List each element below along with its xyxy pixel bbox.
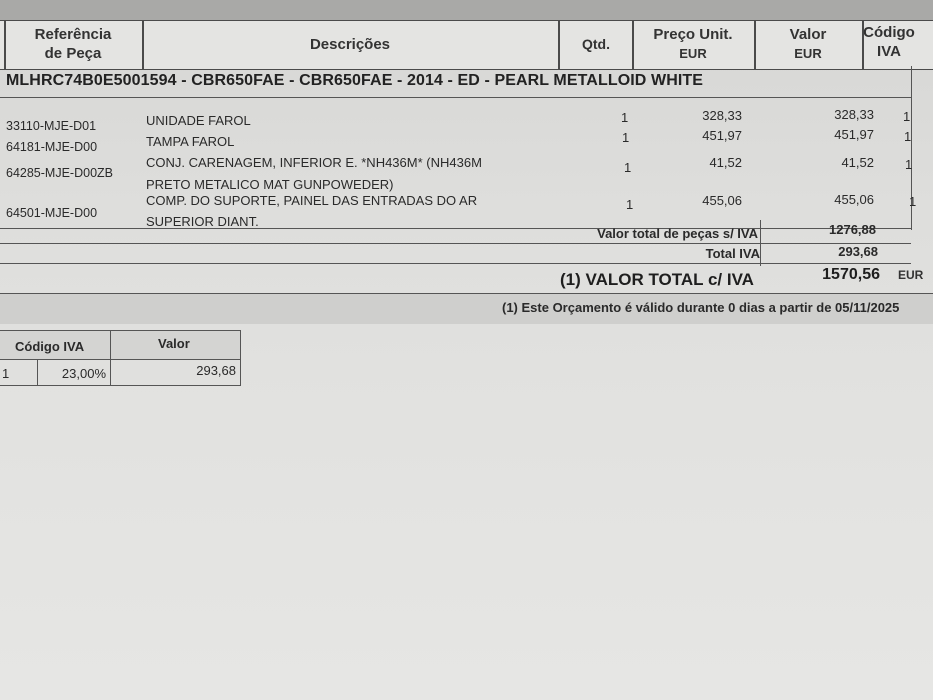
top-band	[0, 0, 933, 20]
grand-total-value: 1570,56	[822, 266, 880, 283]
item-qty: 1	[622, 130, 630, 145]
item-qty: 1	[624, 160, 632, 175]
totals-top-line	[0, 228, 911, 229]
tax-header-value: Valor	[158, 336, 190, 351]
header-vat-code-line1: Código	[863, 24, 915, 41]
tax-header-code: Código IVA	[15, 339, 85, 354]
item-description: TAMPA FAROL	[146, 134, 235, 149]
divider	[37, 359, 38, 385]
item-value: 451,97	[834, 127, 874, 142]
tax-row-code: 1	[2, 366, 10, 381]
item-description-line2: PRETO METALICO MAT GUNPOWEDER)	[146, 177, 394, 192]
header-unit-price-currency: EUR	[679, 46, 707, 61]
item-unit-price: 41,52	[709, 155, 742, 170]
tax-row-rate: 23,00%	[61, 366, 106, 381]
item-value: 41,52	[841, 155, 874, 170]
item-value: 455,06	[834, 192, 874, 207]
header-unit-price-line1: Preço Unit.	[653, 26, 733, 43]
item-unit-price: 455,06	[702, 193, 742, 208]
divider	[142, 21, 144, 69]
header-value-line1: Valor	[789, 26, 827, 43]
totals-line	[0, 243, 911, 244]
vehicle-divider	[0, 97, 911, 98]
item-description-line2: SUPERIOR DIANT.	[146, 214, 259, 227]
header-reference	[14, 25, 132, 63]
header-unit-price	[634, 25, 752, 63]
item-vat-code: 1	[903, 109, 911, 124]
tax-row-value: 293,68	[196, 363, 236, 378]
validity-note: (1) Este Orçamento é válido durante 0 dias a partir de 05/11/2025	[502, 300, 900, 315]
item-ref: 64501-MJE-D00	[6, 206, 98, 220]
grand-total-label: (1) VALOR TOTAL c/ IVA	[560, 270, 754, 289]
grand-total-currency: EUR	[898, 268, 924, 282]
item-description: COMP. DO SUPORTE, PAINEL DAS ENTRADAS DO AR	[146, 193, 478, 208]
parts-total-value: 1276,88	[829, 222, 876, 237]
header-reference-line2: de Peça	[44, 45, 102, 62]
item-ref: 64181-MJE-D00	[6, 140, 98, 154]
vat-total-label: Total IVA	[705, 246, 760, 261]
item-description: CONJ. CARENAGEM, INFERIOR E. *NH436M* (NH436M	[146, 155, 482, 170]
header-value-currency: EUR	[794, 46, 822, 61]
item-description: UNIDADE FAROL	[146, 113, 251, 128]
header-value	[756, 25, 860, 63]
divider	[110, 331, 111, 385]
item-qty: 1	[626, 197, 634, 212]
item-ref: 64285-MJE-D00ZB	[6, 166, 113, 180]
item-unit-price: 328,33	[702, 108, 742, 123]
totals-line	[0, 263, 911, 264]
item-vat-code: 1	[904, 129, 912, 144]
item-ref: 33110-MJE-D01	[6, 119, 97, 133]
table-header	[0, 20, 933, 70]
item-unit-price: 451,97	[702, 128, 742, 143]
header-vat-code-line2: IVA	[877, 43, 901, 60]
item-vat-code: 1	[905, 157, 913, 172]
parts-total-label: Valor total de peças s/ IVA	[597, 226, 758, 241]
divider	[4, 21, 6, 69]
header-qty: Qtd.	[582, 36, 610, 52]
header-description: Descrições	[309, 36, 391, 53]
item-value: 328,33	[834, 107, 874, 122]
item-vat-code: 1	[909, 194, 917, 209]
item-qty: 1	[621, 110, 629, 125]
vehicle-line: MLHRC74B0E5001594 - CBR650FAE - CBR650FAE - 2014 - ED - PEARL METALLOID WHITE	[6, 72, 704, 89]
tax-summary-table	[0, 330, 241, 386]
header-reference-line1: Referência	[34, 26, 112, 43]
header-vat-code	[858, 23, 920, 61]
vat-total-value: 293,68	[838, 244, 878, 259]
